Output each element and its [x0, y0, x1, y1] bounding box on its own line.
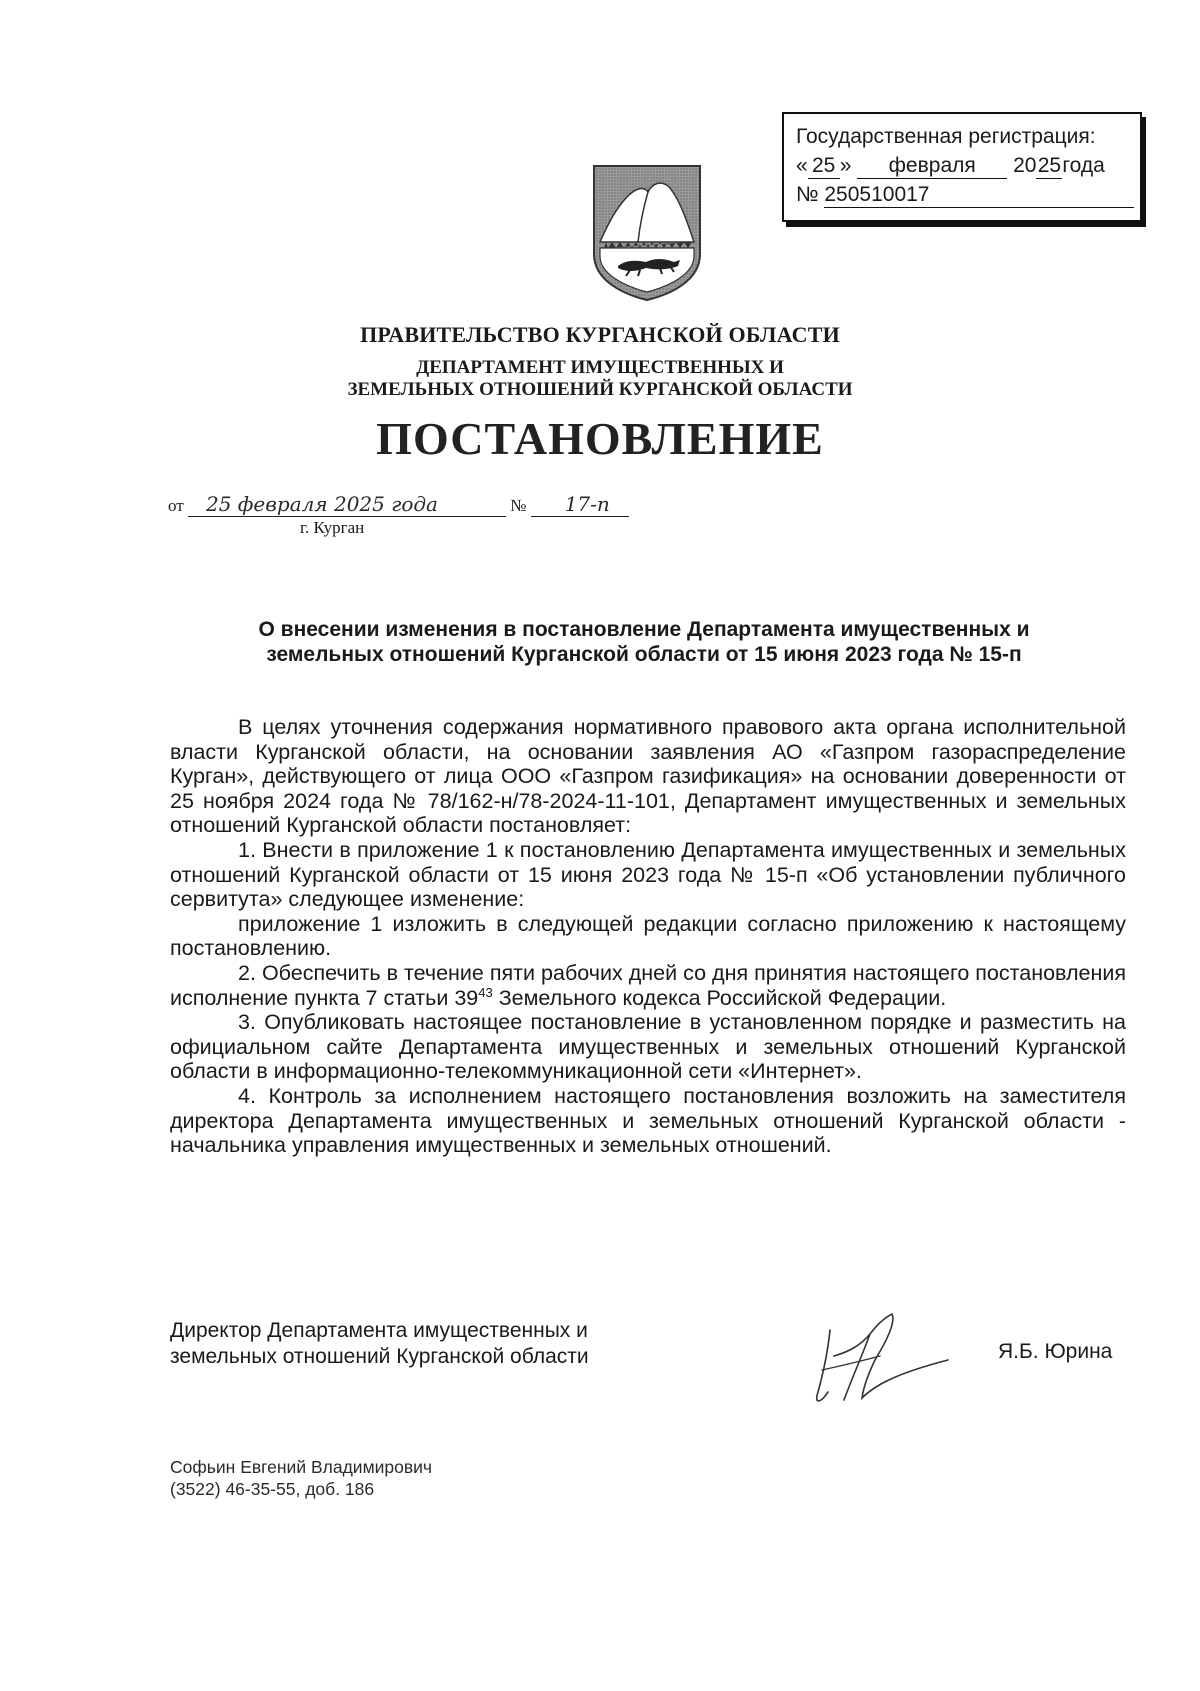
performer-name: Софьин Евгений Владимирович: [170, 1457, 433, 1477]
date-number-line: от 25 февраля 2025 года № 17-п: [168, 492, 629, 517]
registration-stamp: [782, 112, 1142, 222]
registration-number: 250510017: [824, 183, 1134, 208]
signatory-name: Я.Б. Юрина: [998, 1340, 1113, 1363]
handwritten-signature-icon: [800, 1300, 950, 1420]
document-body: [170, 715, 1126, 1158]
registration-title: Государственная регистрация:: [796, 125, 1096, 148]
paragraph-preamble: В целях уточнения содержания нормативного правового акта органа исполнительной власти Курганской области, на основании заявления АО «Газпром газораспределение Курган», действующего от лица ООО «Газпром газификация» на основании доверенности от 25 ноября 2024 года № 78/162-н/78-2024-11-101, Департамент имущественных и земельных отношений Курганской области постановляет:: [170, 715, 1126, 838]
city: г. Курган: [300, 518, 365, 537]
performer-phone: (3522) 46-35-55, доб. 186: [170, 1479, 375, 1499]
document-type: ПОСТАНОВЛЕНИЕ: [376, 413, 824, 464]
registration-month: февраля: [857, 154, 1007, 179]
coat-of-arms-icon: [590, 162, 704, 302]
paragraph-item-1: 1. Внести в приложение 1 к постановлению Департамента имущественных и земельных отношений Курганской области от 15 июня 2023 года № 15-п «Об установлении публичного сервитута» следующее изменение:: [170, 837, 1126, 912]
document-title: О внесении изменения в постановление Департамента имущественных и земельных отношений Курганской области от 15 июня 2023 года № 15-п: [258, 618, 1030, 666]
number-handwritten: 17-п: [531, 492, 629, 517]
registration-day: 25: [808, 154, 840, 179]
department-name: ДЕПАРТАМЕНТ ИМУЩЕСТВЕННЫХ И ЗЕМЕЛЬНЫХ ОТНОШЕНИЙ КУРГАНСКОЙ ОБЛАСТИ: [347, 357, 853, 400]
paragraph-item-1-text: приложение 1 изложить в следующей редакции согласно приложению к настоящему постановлению.: [170, 911, 1126, 961]
signatory-position: Директор Департамента имущественных и земельных отношений Курганской области: [170, 1319, 589, 1368]
paragraph-item-2: 2. Обеспечить в течение пяти рабочих дней со дня принятия настоящего постановления исполнение пункта 7 статьи $39^{43}$ Земельного кодекса Российской Федерации.: [170, 960, 1126, 1010]
registration-number-line: № 250510017: [796, 180, 1130, 209]
registration-year: 25: [1037, 154, 1062, 177]
paragraph-item-3: 3. Опубликовать настоящее постановление в установленном порядке и разместить на официальном сайте Департамента имущественных и земельных отношений Курганской области в информационно-телекоммуникационной сети «Интернет».: [170, 1010, 1126, 1084]
date-handwritten: 25 февраля 2025 года: [188, 492, 506, 517]
paragraph-item-4: 4. Контроль за исполнением настоящего постановления возложить на заместителя директора Департамента имущественных и земельных отношений Курганской области - начальника управления имущественных и земельных отношений.: [170, 1083, 1126, 1158]
government-name: ПРАВИТЕЛЬСТВО КУРГАНСКОЙ ОБЛАСТИ: [360, 322, 840, 347]
registration-date: « 25 » февраля 2025года: [796, 154, 1105, 177]
performer-info: [170, 1456, 432, 1500]
